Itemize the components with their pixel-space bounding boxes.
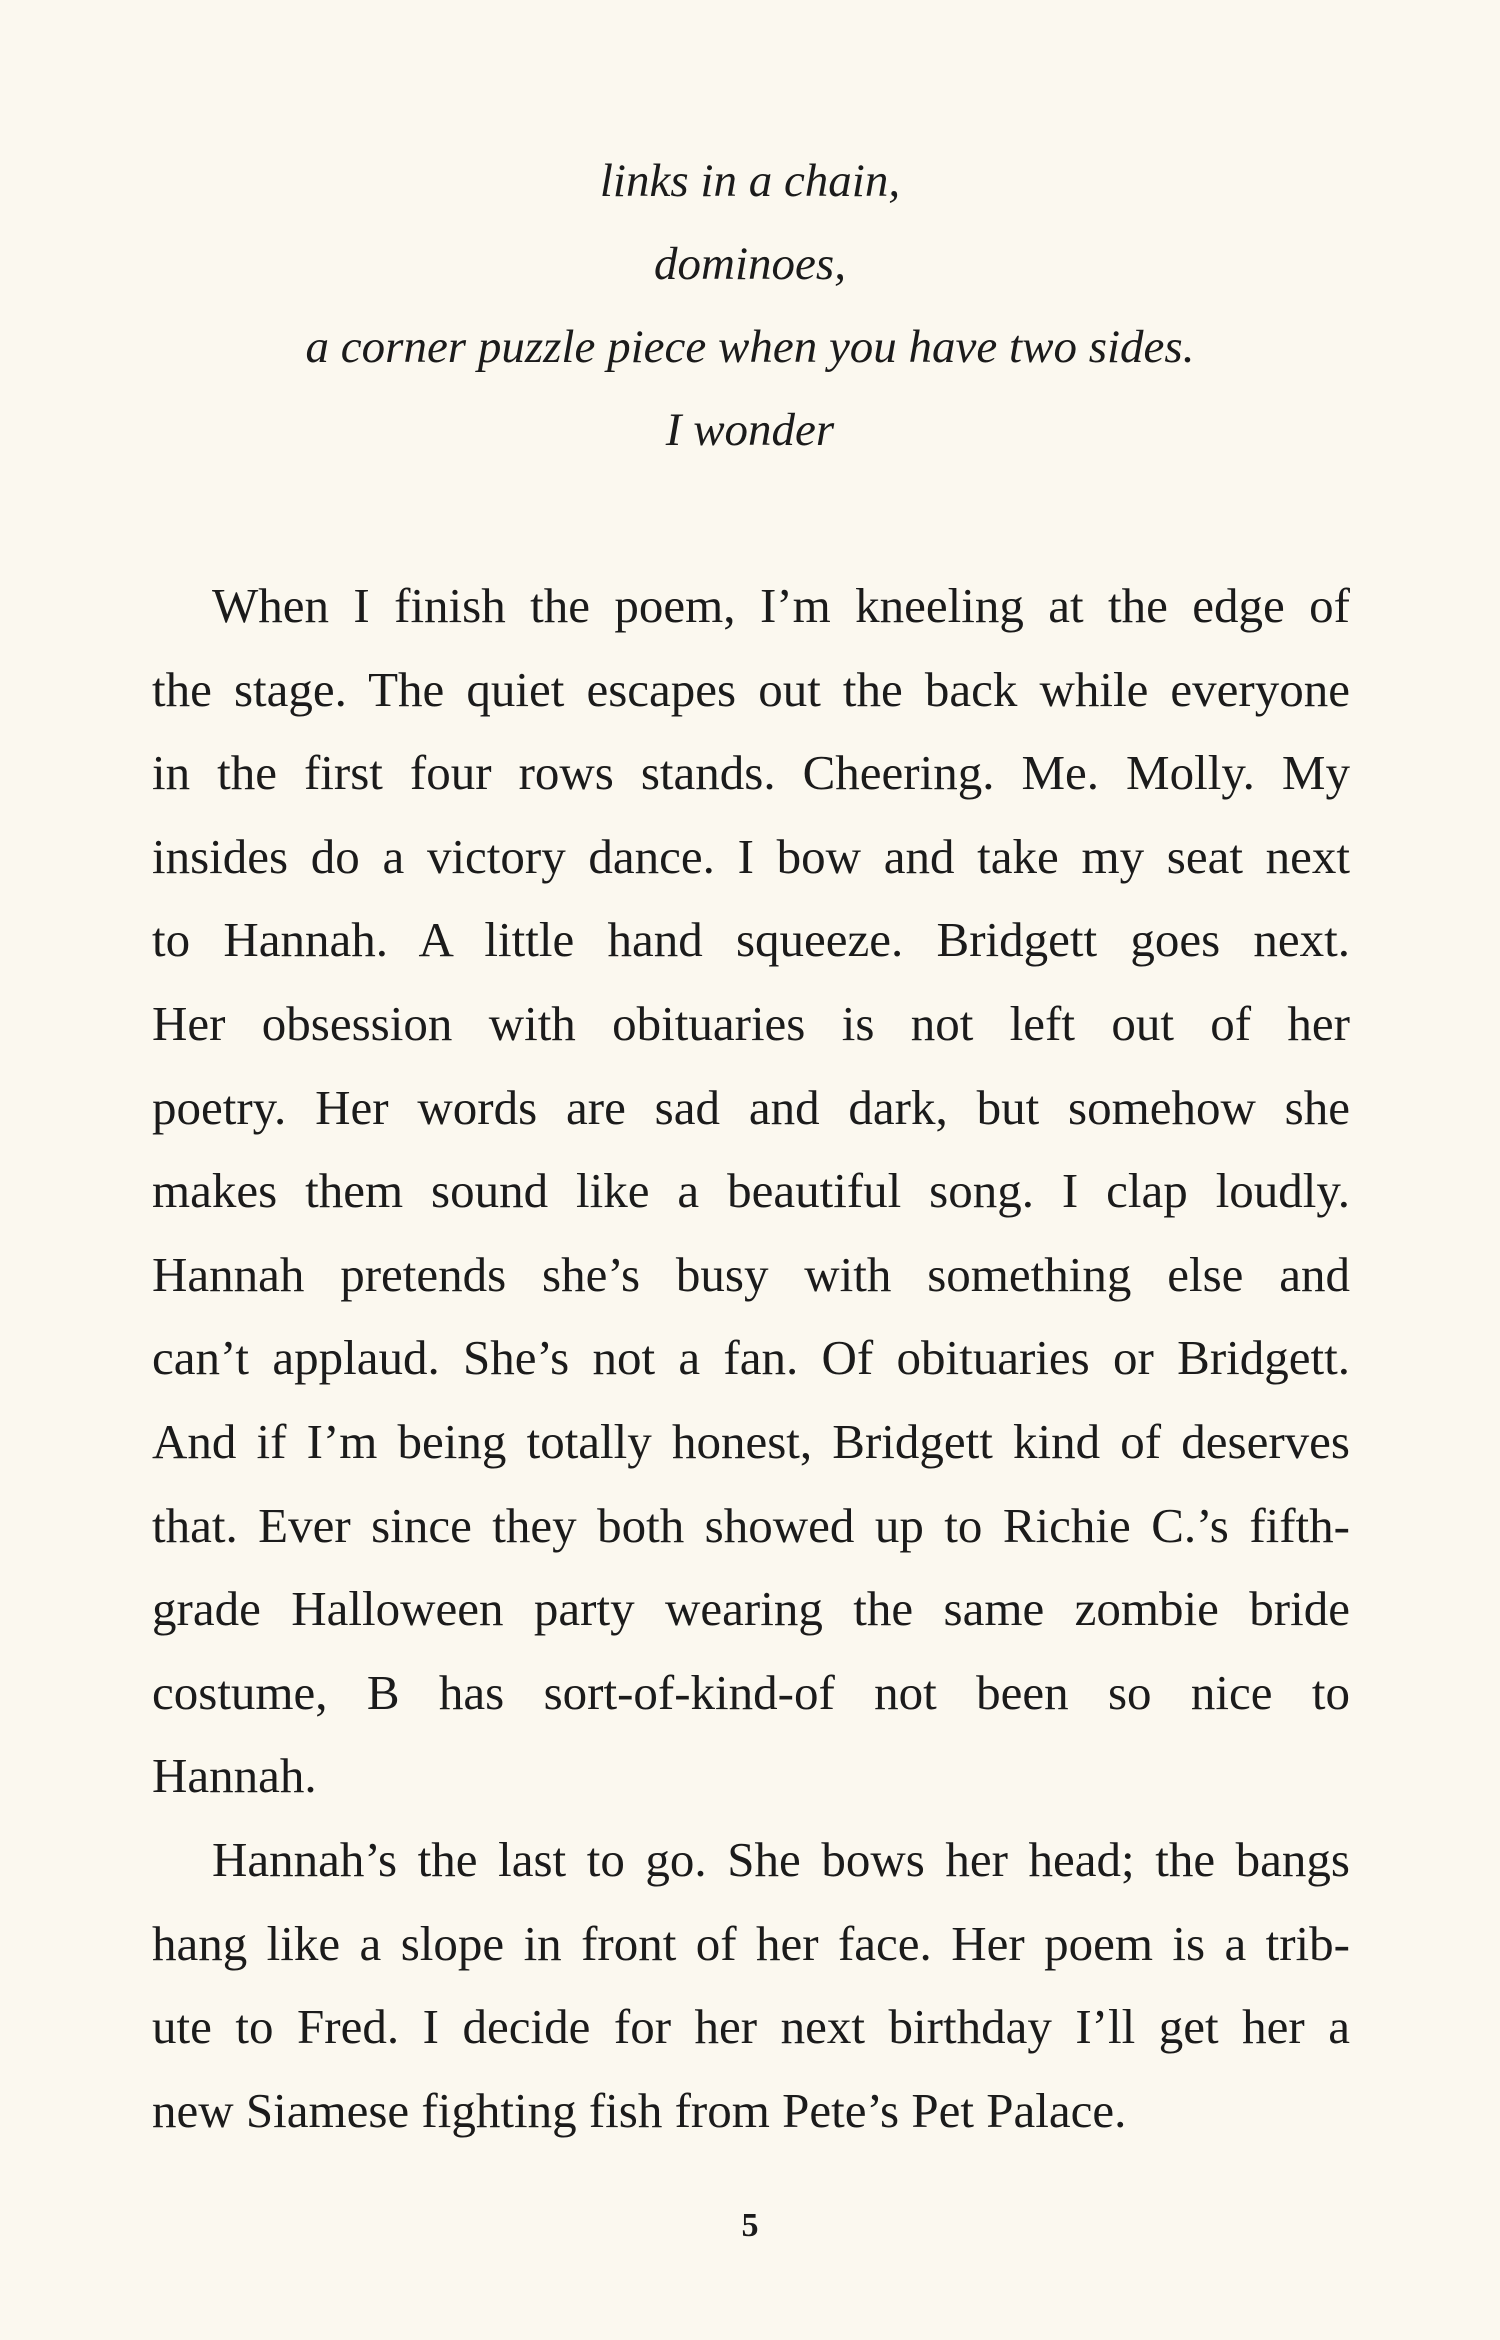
poem-line: dominoes, xyxy=(654,238,846,290)
text-line: grade Halloween party wearing the same zombie bride xyxy=(152,1581,1350,1637)
text-line: Hannah’s the last to go. She bows her head; the bangs xyxy=(212,1831,1350,1887)
text-line: costume, B has sort-of-kind-of not been so nice to xyxy=(152,1664,1350,1720)
text-line: in the first four rows stands. Cheering. Me. Molly. My xyxy=(152,745,1350,801)
text-line: Hannah. xyxy=(152,1748,317,1804)
poem-line: I wonder xyxy=(665,404,835,456)
text-line: Hannah pretends she’s busy with something else and xyxy=(152,1246,1350,1302)
text-line: that. Ever since they both showed up to Richie C.’s fifth- xyxy=(152,1497,1350,1553)
text-line: ute to Fred. I decide for her next birthday I’ll get her a xyxy=(152,1999,1350,2055)
text-line: to Hannah. A little hand squeeze. Bridgett goes next. xyxy=(152,912,1350,968)
text-line: poetry. Her words are sad and dark, but somehow she xyxy=(152,1079,1350,1135)
text-line: makes them sound like a beautiful song. I clap loudly. xyxy=(152,1163,1350,1219)
text-line: hang like a slope in front of her face. Her poem is a trib- xyxy=(152,1915,1350,1971)
text-line: insides do a victory dance. I bow and take my seat next xyxy=(152,828,1350,884)
page-number: 5 xyxy=(741,2207,759,2244)
text-line: When I finish the poem, I’m kneeling at the edge of xyxy=(212,578,1350,633)
text-line: the stage. The quiet escapes out the back while everyone xyxy=(152,661,1350,717)
body-text xyxy=(152,564,1350,2152)
text-line: And if I’m being totally honest, Bridgett kind of deserves xyxy=(152,1413,1350,1469)
text-line: new Siamese fighting fish from Pete’s Pet Palace. xyxy=(152,2082,1127,2138)
text-line: can’t applaud. She’s not a fan. Of obituaries or Bridgett. xyxy=(152,1330,1350,1386)
paragraph xyxy=(152,1818,1350,2152)
paragraph xyxy=(152,564,1350,1818)
poem-line: a corner puzzle piece when you have two sides. xyxy=(305,321,1195,373)
poem-line: links in a chain, xyxy=(599,155,901,207)
poem-excerpt xyxy=(0,140,1500,472)
text-line: Her obsession with obituaries is not left out of her xyxy=(152,995,1350,1051)
